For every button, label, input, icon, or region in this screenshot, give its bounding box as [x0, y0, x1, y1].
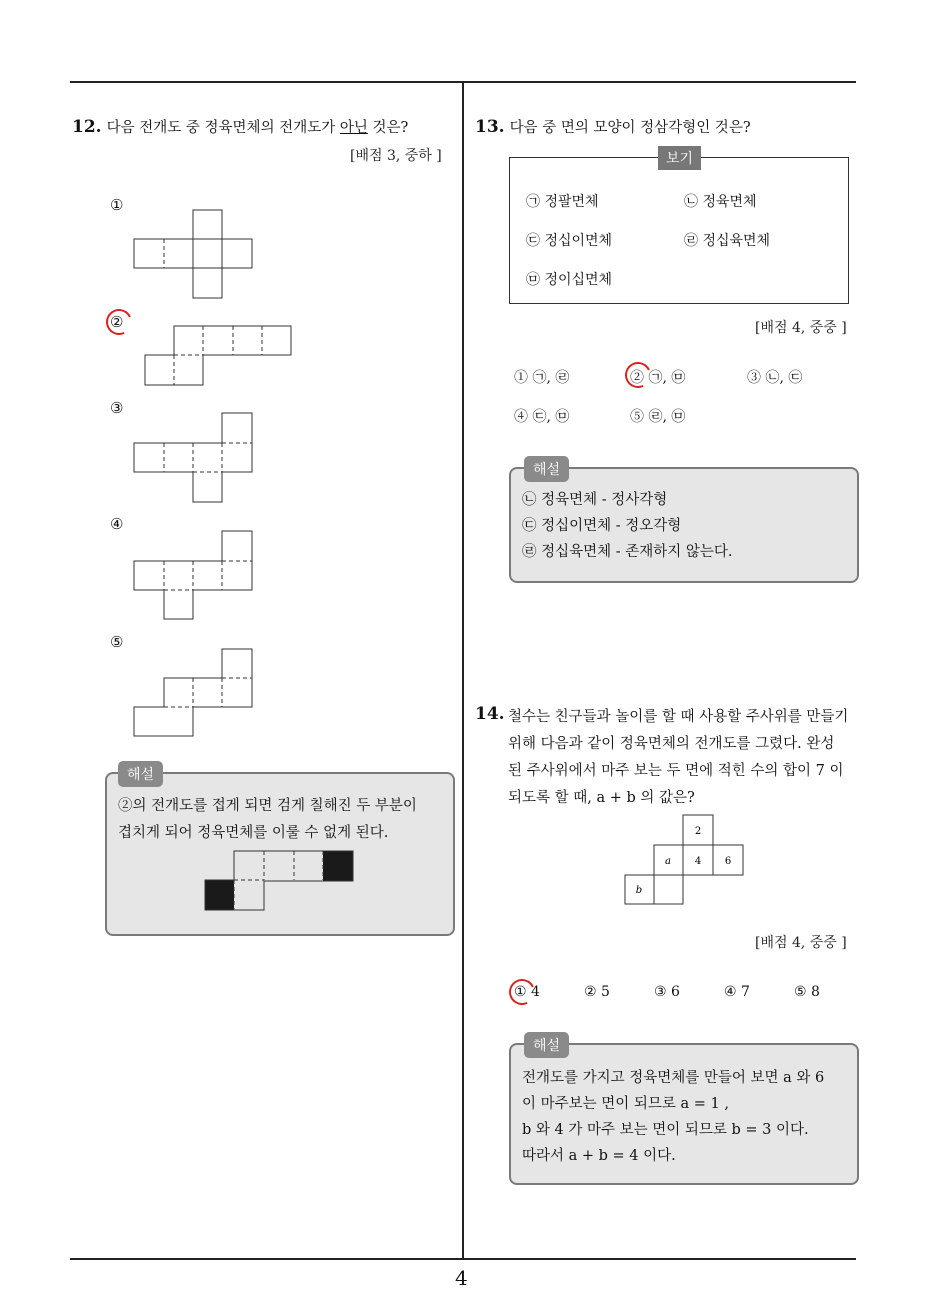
- q14-net-right: 6: [724, 856, 732, 867]
- q12-option-2[interactable]: ②: [110, 313, 124, 331]
- q13-explanation-line-3: ㉣ 정십육면체 - 존재하지 않는다.: [522, 544, 733, 560]
- q12-meta: [배점 3, 중하 ]: [350, 148, 442, 164]
- q13-choice-4[interactable]: ④ ㉢, ㉤: [514, 409, 570, 425]
- q13-explanation-line-1: ㉡ 정육면체 - 정사각형: [522, 492, 668, 508]
- q13-choice-1[interactable]: ① ㉠, ㉣: [514, 370, 570, 386]
- q14-choice-5[interactable]: ⑤ 8: [794, 984, 820, 1000]
- q13-bogi-item-4: ㉣ 정십육면체: [684, 233, 771, 249]
- q14-choice-1[interactable]: ① 4: [514, 984, 540, 1000]
- q12-option-1[interactable]: ①: [110, 196, 124, 214]
- q12-option-4[interactable]: ④: [110, 515, 124, 533]
- q14-net-b: b: [635, 885, 643, 896]
- q13-explanation-tag: 해설: [524, 456, 569, 482]
- q14-line-4: 되도록 할 때, a + b 의 값은?: [508, 790, 695, 806]
- q13-meta: [배점 4, 중중 ]: [755, 320, 847, 336]
- q14-choice-4[interactable]: ④ 7: [724, 984, 750, 1000]
- q13-bogi-item-1: ㉠ 정팔면체: [526, 194, 599, 210]
- q12-explanation-line-1: ②의 전개도를 접게 되면 검게 칠해진 두 부분이: [118, 798, 417, 814]
- q13-bogi-item-5: ㉤ 정이십면체: [526, 272, 613, 288]
- q14-line-3: 된 주사위에서 마주 보는 두 면에 적힌 수의 합이 7 이: [508, 763, 844, 779]
- q14-explanation-tag: 해설: [524, 1032, 569, 1058]
- q12-explanation-line-2: 겹치게 되어 정육면체를 이룰 수 없게 된다.: [118, 825, 389, 841]
- q12-option-5[interactable]: ⑤: [110, 633, 124, 651]
- q12-text-underlined: 아닌: [339, 120, 368, 136]
- q13-number: 13.: [475, 117, 505, 137]
- q12-text-before: 다음 전개도 중 정육면체의 전개도가: [106, 120, 340, 136]
- q13-choice-2[interactable]: ② ㉠, ㉤: [630, 370, 686, 386]
- q13-bogi-item-3: ㉢ 정십이면체: [526, 233, 613, 249]
- q14-line-2: 위해 다음과 같이 정육면체의 전개도를 그렸다. 완성: [508, 736, 835, 752]
- q13-text: 다음 중 면의 모양이 정삼각형인 것은?: [509, 120, 751, 136]
- q14-explanation-line-4: 따라서 a + b = 4 이다.: [522, 1148, 676, 1164]
- q12-explanation-tag: 해설: [118, 761, 163, 787]
- q14-choice-2[interactable]: ② 5: [584, 984, 610, 1000]
- q14-line-1: 철수는 친구들과 놀이를 할 때 사용할 주사위를 만들기: [508, 709, 849, 725]
- q13-choice-5[interactable]: ⑤ ㉣, ㉤: [630, 409, 686, 425]
- q14-number: 14.: [475, 704, 505, 724]
- q12-number: 12.: [72, 117, 102, 137]
- q14-net-a: a: [665, 856, 671, 867]
- q12-option-3[interactable]: ③: [110, 399, 124, 417]
- page-number: 4: [455, 1266, 468, 1290]
- q13-bogi-item-2: ㉡ 정육면체: [684, 194, 757, 210]
- q14-choice-3[interactable]: ③ 6: [654, 984, 680, 1000]
- q14-net-top: 2: [694, 826, 702, 837]
- q14-explanation-line-3: b 와 4 가 마주 보는 면이 되므로 b = 3 이다.: [522, 1122, 809, 1138]
- q14-net-center: 4: [694, 856, 702, 867]
- q14-explanation-line-1: 전개도를 가지고 정육면체를 만들어 보면 a 와 6: [522, 1070, 825, 1086]
- q13-bogi-tag: 보기: [658, 146, 701, 170]
- q14-meta: [배점 4, 중중 ]: [755, 935, 847, 951]
- q14-explanation-line-2: 이 마주보는 면이 되므로 a = 1 ,: [522, 1096, 729, 1112]
- q13-choice-3[interactable]: ③ ㉡, ㉢: [747, 370, 803, 386]
- q12-text-after: 것은?: [367, 120, 409, 136]
- q13-explanation-line-2: ㉢ 정십이면체 - 정오각형: [522, 518, 682, 534]
